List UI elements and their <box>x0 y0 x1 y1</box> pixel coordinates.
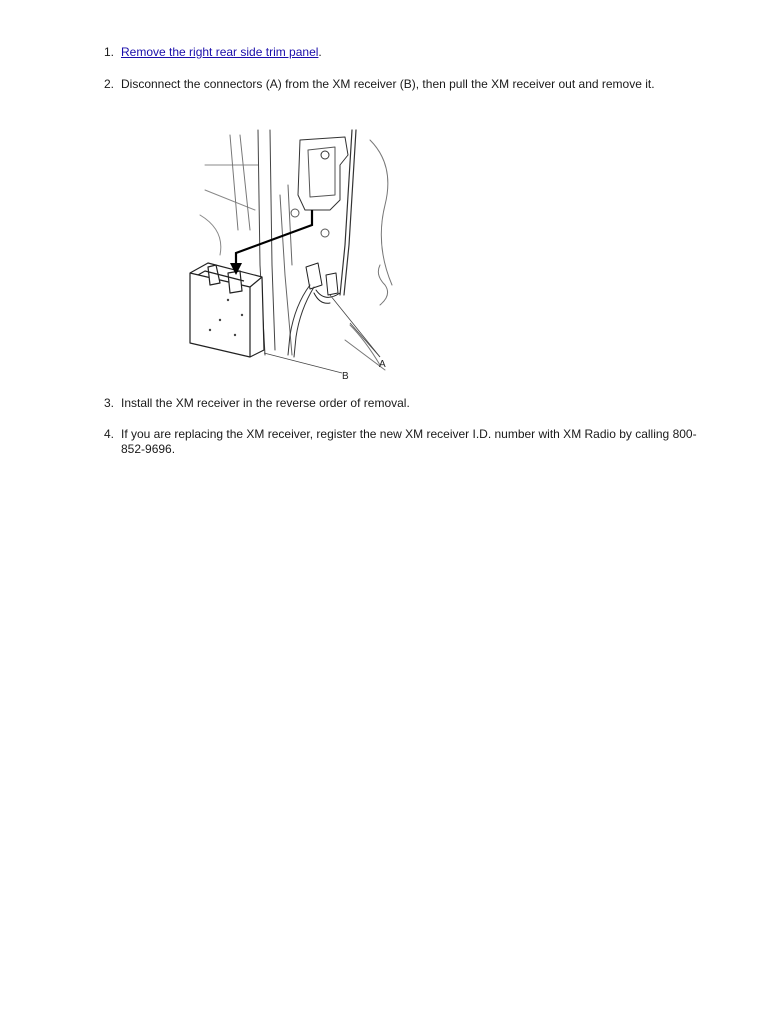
step-text: Install the XM receiver in the reverse order of removal. <box>121 396 410 410</box>
step-suffix: . <box>318 45 322 59</box>
callout-b-label: B <box>342 371 349 382</box>
step-text: If you are replacing the XM receiver, register the new XM receiver I.D. number with XM Radio by calling 800-852-9696. <box>121 427 697 456</box>
step-number: 3. <box>104 396 115 410</box>
step-2 <box>104 77 719 92</box>
step-3 <box>104 396 719 411</box>
step-text: Disconnect the connectors (A) from the XM receiver (B), then pull the XM receiver out and remove it. <box>121 77 655 91</box>
xm-receiver-removal-illustration <box>180 125 395 385</box>
step-number: 2. <box>104 77 115 91</box>
callout-a-label: A <box>379 359 386 370</box>
remove-trim-panel-link[interactable]: Remove the right rear side trim panel <box>121 45 319 59</box>
step-text <box>121 45 719 60</box>
step-1 <box>104 45 719 60</box>
step-number: 4. <box>104 427 115 441</box>
step-number: 1. <box>104 45 115 59</box>
illustration-drawing <box>180 125 395 385</box>
step-4 <box>104 427 719 457</box>
